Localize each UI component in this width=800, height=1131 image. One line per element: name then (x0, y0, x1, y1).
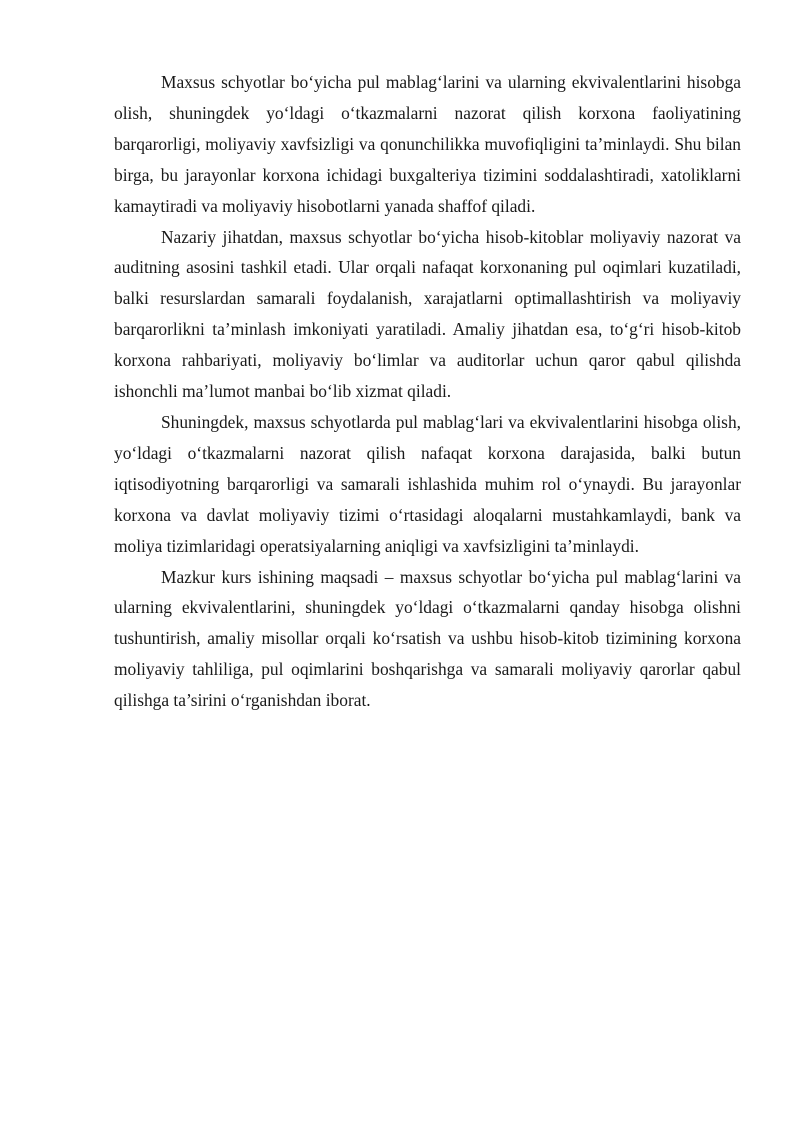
paragraph-1: Maxsus schyotlar bo‘yicha pul mablag‘larini va ularning ekvivalentlarini hisobga olish, shuningdek yo‘ldagi o‘tkazmalarni nazorat qilish korxona faoliyatining barqarorligi, moliyaviy xavfsizligi va qonunchilikka muvofiqligini ta’minlaydi. Shu bilan birga, bu jarayonlar korxona ichidagi buxgalteriya tizimini soddalashtiradi, xatoliklarni kamaytiradi va moliyaviy hisobotlarni yanada shaffof qiladi. (114, 72, 741, 216)
paragraph-2: Nazariy jihatdan, maxsus schyotlar bo‘yicha hisob-kitoblar moliyaviy nazorat va auditning asosini tashkil etadi. Ular orqali nafaqat korxonaning pul oqimlari kuzatiladi, balki resurslardan samarali foydalanish, xarajatlarni optimallashtirish va moliyaviy barqarorlikni ta’minlash imkoniyati yaratiladi. Amaliy jihatdan esa, to‘g‘ri hisob-kitob korxona rahbariyati, moliyaviy bo‘limlar va auditorlar uchun qaror qabul qilishda ishonchli ma’lumot manbai bo‘lib xizmat qiladi. (114, 226, 741, 402)
document-page (114, 67, 741, 716)
paragraph-3: Shuningdek, maxsus schyotlarda pul mablag‘lari va ekvivalentlarini hisobga olish, yo‘ldagi o‘tkazmalarni nazorat qilish nafaqat korxona darajasida, balki butun iqtisodiyotning barqarorligi va samarali ishlashida muhim rol o‘ynaydi. Bu jarayonlar korxona va davlat moliyaviy tizimi o‘rtasidagi aloqalarni mustahkamlaydi, bank va moliya tizimlaridagi operatsiyalarning aniqligi va xavfsizligini ta’minlaydi. (114, 411, 741, 556)
paragraph-4: Mazkur kurs ishining maqsadi – maxsus schyotlar bo‘yicha pul mablag‘larini va ularning ekvivalentlarini, shuningdek yo‘ldagi o‘tkazmalarni qanday hisobga olishni tushuntirish, amaliy misollar orqali ko‘rsatish va ushbu hisob-kitob tizimining korxona moliyaviy tahliliga, pul oqimlarini boshqarishga va samarali moliyaviy qarorlar qabul qilishga ta’sirini o‘rganishdan iborat. (114, 566, 741, 711)
